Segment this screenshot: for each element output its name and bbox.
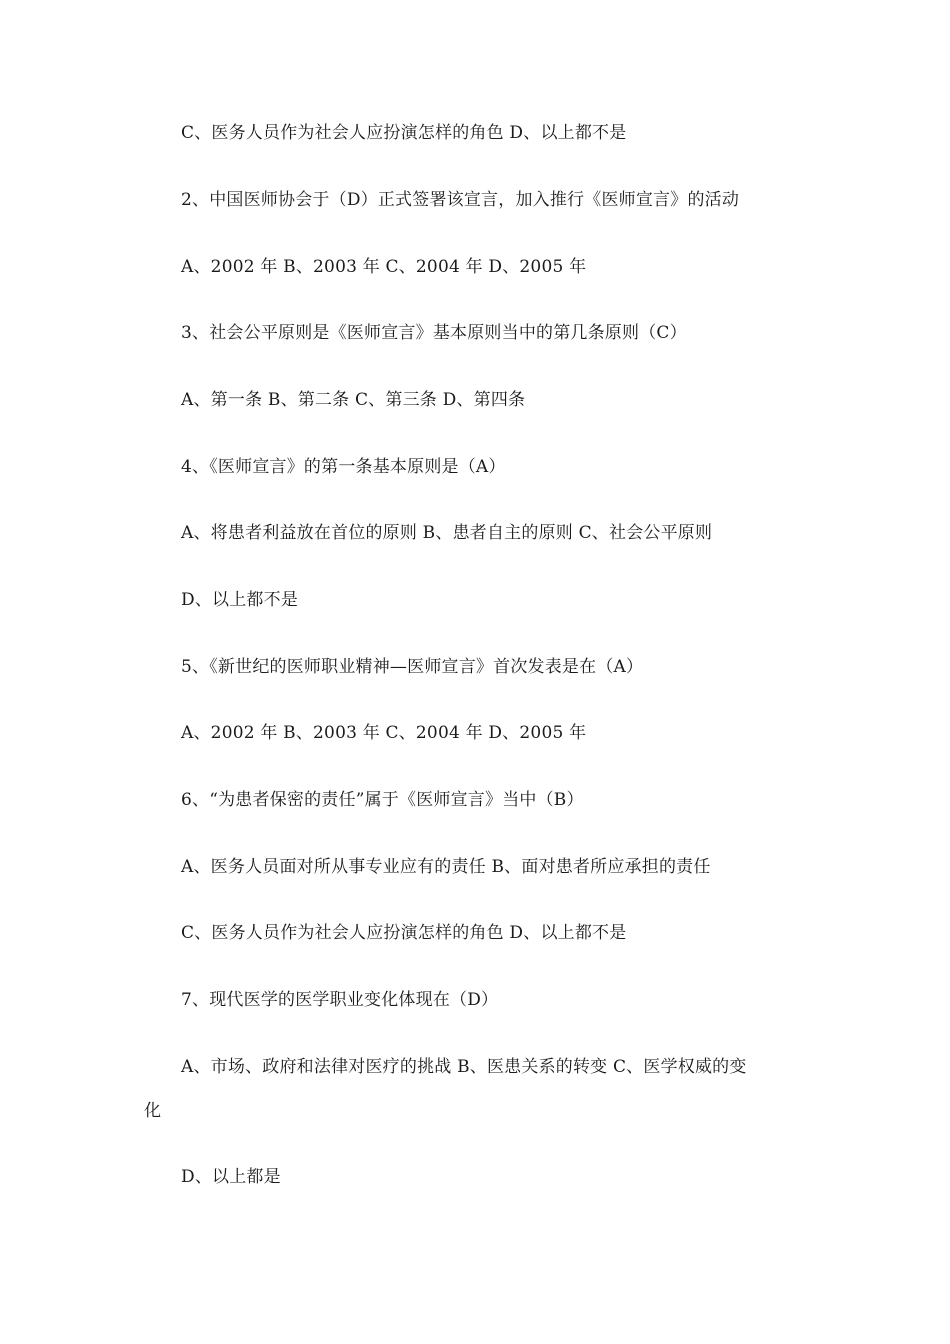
options-q7-d: D、以上都是 bbox=[181, 1167, 281, 1187]
question-5: 5、《新世纪的医师职业精神—医师宣言》首次发表是在（A） bbox=[181, 657, 644, 677]
options-q3: A、第一条 B、第二条 C、第三条 D、第四条 bbox=[181, 390, 526, 410]
question-7: 7、现代医学的医学职业变化体现在（D） bbox=[181, 990, 499, 1010]
options-q6-cd: C、医务人员作为社会人应扮演怎样的角色 D、以上都不是 bbox=[181, 923, 627, 943]
options-q7-abc-continued: 化 bbox=[144, 1101, 161, 1121]
options-q2: A、2002 年 B、2003 年 C、2004 年 D、2005 年 bbox=[181, 257, 587, 277]
options-q4-abc: A、将患者利益放在首位的原则 B、患者自主的原则 C、社会公平原则 bbox=[181, 523, 713, 543]
options-q7-abc: A、市场、政府和法律对医疗的挑战 B、医患关系的转变 C、医学权威的变 bbox=[181, 1057, 747, 1077]
options-q6-ab: A、医务人员面对所从事专业应有的责任 B、面对患者所应承担的责任 bbox=[181, 857, 711, 877]
option-line-q1-cd: C、医务人员作为社会人应扮演怎样的角色 D、以上都不是 bbox=[181, 123, 627, 143]
options-q5: A、2002 年 B、2003 年 C、2004 年 D、2005 年 bbox=[181, 723, 587, 743]
question-6: 6、“为患者保密的责任”属于《医师宣言》当中（B） bbox=[181, 790, 584, 810]
question-3: 3、社会公平原则是《医师宣言》基本原则当中的第几条原则（C） bbox=[181, 323, 687, 343]
options-q4-d: D、以上都不是 bbox=[181, 590, 299, 610]
question-4: 4、《医师宣言》的第一条基本原则是（A） bbox=[181, 457, 506, 477]
question-2: 2、中国医师协会于（D）正式签署该宣言，加入推行《医师宣言》的活动 bbox=[181, 190, 740, 210]
